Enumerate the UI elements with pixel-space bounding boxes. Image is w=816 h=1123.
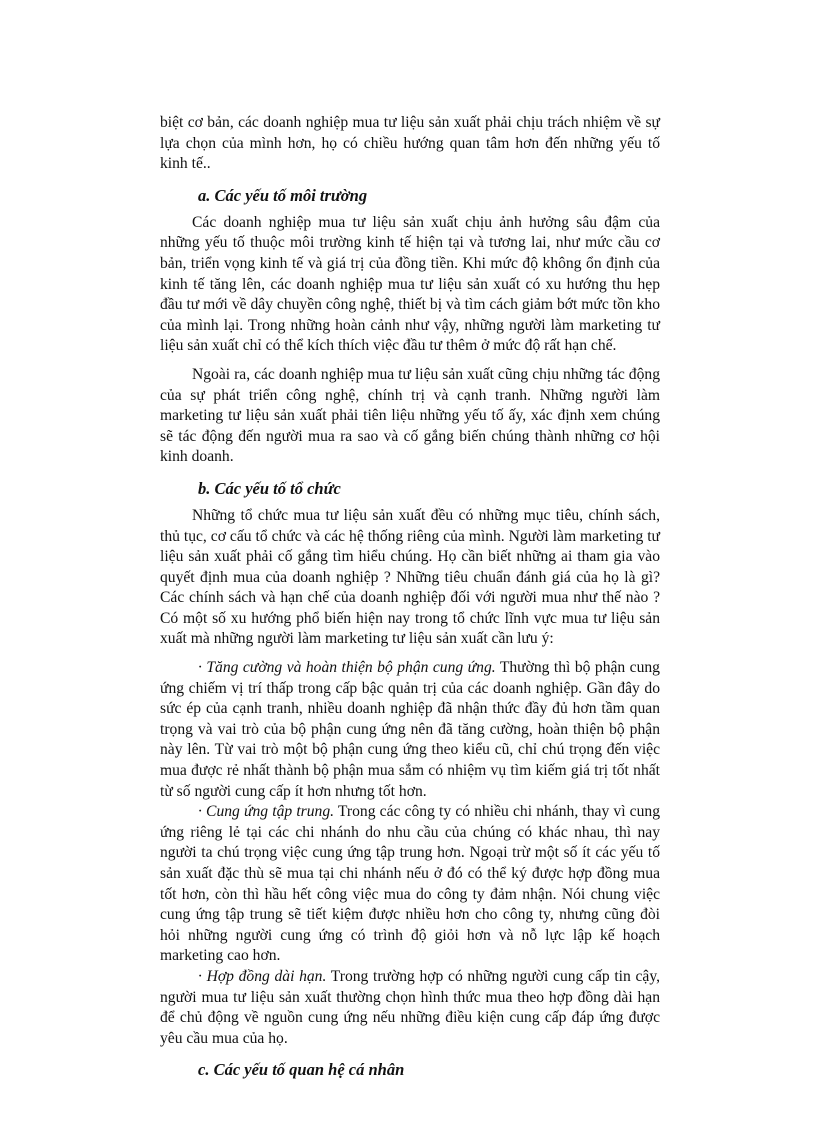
bullet-lead: · Cung ứng tập trung. (198, 803, 335, 821)
section-a-paragraph-2: Ngoài ra, các doanh nghiệp mua tư liệu sản xuất cũng chịu những tác động của sự phát triển công nghệ, chính trị và cạnh tranh. Những người làm marketing tư liệu sản xuất phải tiên liệu những yếu tố ấy, xác định xem chúng sẽ tác động đến người mua ra sao và cố gắng biến chúng thành những cơ hội kinh doanh. (160, 365, 660, 466)
section-c-heading: c. Các yếu tố quan hệ cá nhân (198, 1060, 405, 1080)
document-page (160, 113, 660, 1087)
bullet-lead: · Hợp đồng dài hạn. (198, 967, 327, 985)
intro-paragraph: biệt cơ bản, các doanh nghiệp mua tư liệu sản xuất phải chịu trách nhiệm về sự lựa chọn của mình hơn, họ có chiều hướng quan tâm hơn đến những yếu tố kinh tế.. (160, 114, 660, 173)
bullet-item (160, 658, 660, 802)
bullet-lead: · Tăng cường và hoàn thiện bộ phận cung ứng. (198, 659, 496, 677)
bullet-text: Trong các công ty có nhiều chi nhánh, thay vì cung ứng riêng lẻ tại các chi nhánh do nhu cầu của chúng có khác nhau, thì nay người ta chú trọng việc cung ứng tập trung hơn. Ngoại trừ một số ít các yếu tố sản xuất đặc thù sẽ mua tại chi nhánh nếu ở đó có thể ký được hợp đồng mua tốt hơn, còn thì hầu hết công việc mua do công ty đảm nhận. Nói chung việc cung ứng tập trung sẽ tiết kiệm được nhiều hơn cho công ty, nhưng cũng đòi hỏi những người cung ứng có trình độ giỏi hơn và nỗ lực lập kế hoạch marketing cao hơn. (160, 803, 660, 965)
bullet-item (160, 967, 660, 1049)
bullet-text: Trong trường hợp có những người cung cấp tin cậy, người mua tư liệu sản xuất thường chọn hình thức mua theo hợp đồng dài hạn để chủ động về nguồn cung ứng nếu những điều kiện cung cấp đáp ứng được yêu cầu mua của họ. (160, 967, 660, 1047)
section-a-heading: a. Các yếu tố môi trường (198, 185, 368, 205)
section-a-paragraph-1: Các doanh nghiệp mua tư liệu sản xuất chịu ảnh hưởng sâu đậm của những yếu tố thuộc môi trường kinh tế hiện tại và tương lai, như mức cầu cơ bản, triển vọng kinh tế và giá trị của đồng tiền. Khi mức độ không ổn định của kinh tế tăng lên, các doanh nghiệp mua tư liệu sản xuất có xu hướng thu hẹp đầu tư mới về dây chuyền công nghệ, thiết bị và tìm cách giảm bớt mức tồn kho của mình lại. Trong những hoàn cảnh như vậy, những người làm marketing tư liệu sản xuất chỉ có thể kích thích việc đầu tư thêm ở mức độ rất hạn chế. (160, 213, 660, 355)
section-b-heading: b. Các yếu tố tổ chức (198, 478, 341, 498)
section-b-paragraph-1: Những tổ chức mua tư liệu sản xuất đều có những mục tiêu, chính sách, thủ tục, cơ cấu tổ chức và các hệ thống riêng của mình. Người làm marketing tư liệu sản xuất phải cố gắng tìm hiểu chúng. Họ cần biết những ai tham gia vào quyết định mua của doanh nghiệp ? Những tiêu chuẩn đánh giá của họ là gì? Các chính sách và hạn chế của doanh nghiệp đối với người mua như thế nào ? Có một số xu hướng phổ biến hiện nay trong tổ chức lĩnh vực mua tư liệu sản xuất mà những người làm marketing tư liệu sản xuất cần lưu ý: (160, 506, 660, 648)
bullet-text: Thường thì bộ phận cung ứng chiếm vị trí thấp trong cấp bậc quản trị của các doanh nghiệp. Gần đây do sức ép của cạnh tranh, nhiều doanh nghiệp đã nhận thức đầy đủ hơn tầm quan trọng và vai trò của bộ phận cung ứng nên đã tăng cường, hoàn thiện bộ phận này lên. Từ vai trò một bộ phận cung ứng theo kiểu cũ, chỉ chú trọng đến việc mua được rẻ nhất thành bộ phận mua sắm có nhiệm vụ tìm kiếm giá trị tốt nhất từ số người cung cấp ít hơn nhưng tốt hơn. (160, 659, 660, 800)
section-b-bullets (160, 658, 660, 1049)
bullet-item (160, 802, 660, 967)
